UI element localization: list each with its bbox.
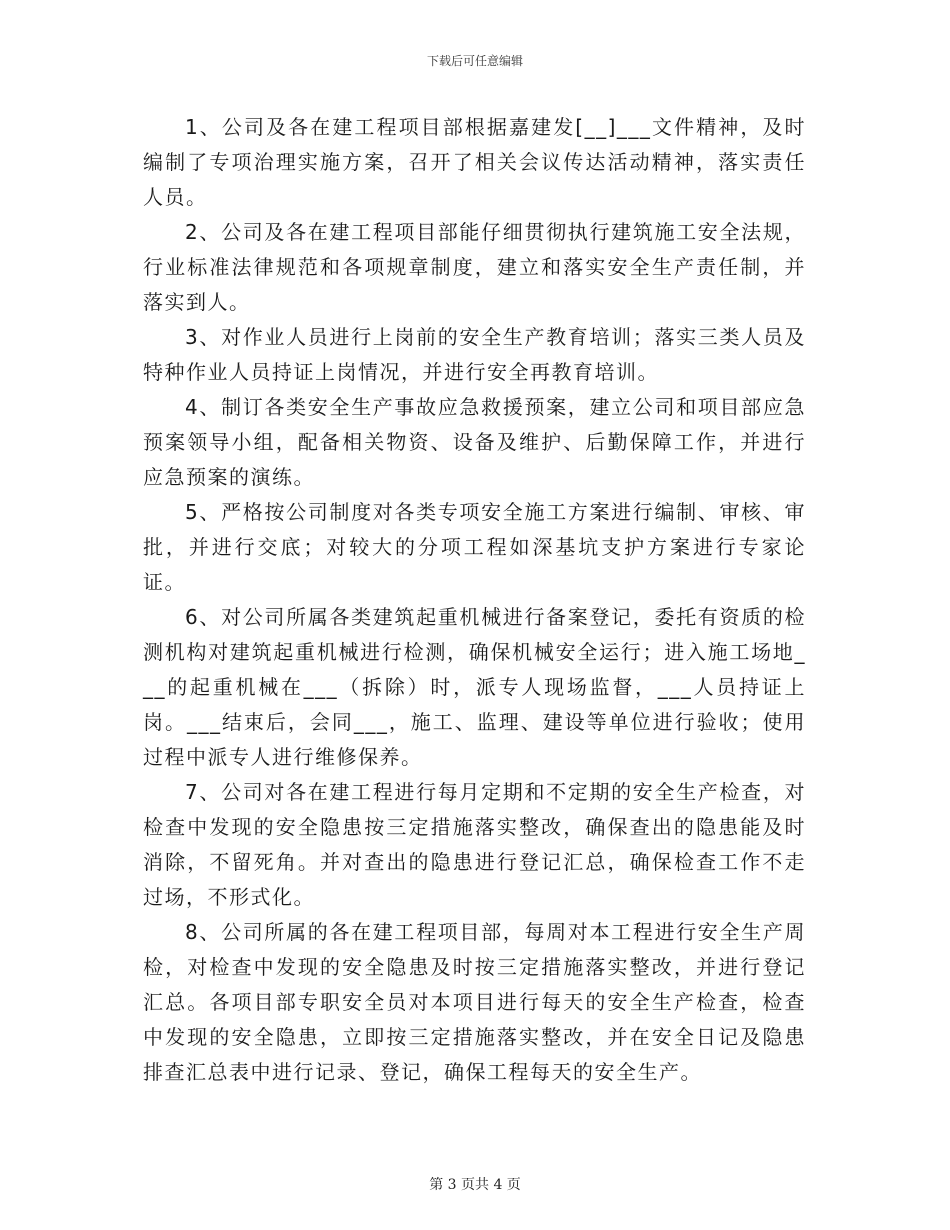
page-header: 下载后可任意编辑 (426, 54, 523, 68)
paragraph-6: 6、对公司所属各类建筑起重机械进行备案登记，委托有资质的检测机构对建筑起重机械进行检测，确保机械安全运行；进入施工场地___的起重机械在___（拆除）时，派专人现场监督，___人员持证上岗。___结束后，会同___，施工、监理、建设等单位进行验收；使用过程中派专人进行维修保养。 (143, 605, 806, 769)
document-body (143, 110, 806, 1090)
paragraph-5: 5、严格按公司制度对各类专项安全施工方案进行编制、审核、审批，并进行交底；对较大的分项工程如深基坑支护方案进行专家论证。 (143, 500, 806, 594)
paragraph-4: 4、制订各类安全生产事故应急救援预案，建立公司和项目部应急预案领导小组，配备相关物资、设备及维护、后勤保障工作，并进行应急预案的演练。 (143, 395, 806, 489)
page-number: 第 3 页共 4 页 (429, 1177, 521, 1193)
paragraph-7: 7、公司对各在建工程进行每月定期和不定期的安全生产检查，对检查中发现的安全隐患按三定措施落实整改，确保查出的隐患能及时消除，不留死角。并对查出的隐患进行登记汇总，确保检查工作不走过场，不形式化。 (143, 780, 806, 909)
paragraph-1: 1、公司及各在建工程项目部根据嘉建发[__]___文件精神，及时编制了专项治理实施方案，召开了相关会议传达活动精神，落实责任人员。 (143, 115, 806, 209)
paragraph-3: 3、对作业人员进行上岗前的安全生产教育培训；落实三类人员及特种作业人员持证上岗情况，并进行安全再教育培训。 (143, 325, 806, 384)
paragraph-2: 2、公司及各在建工程项目部能仔细贯彻执行建筑施工安全法规，行业标准法律规范和各项规章制度，建立和落实安全生产责任制，并落实到人。 (143, 220, 806, 314)
paragraph-8: 8、公司所属的各在建工程项目部，每周对本工程进行安全生产周检，对检查中发现的安全隐患及时按三定措施落实整改，并进行登记汇总。各项目部专职安全员对本项目进行每天的安全生产检查，检查中发现的安全隐患，立即按三定措施落实整改，并在安全日记及隐患排查汇总表中进行记录、登记，确保工程每天的安全生产。 (143, 920, 806, 1084)
